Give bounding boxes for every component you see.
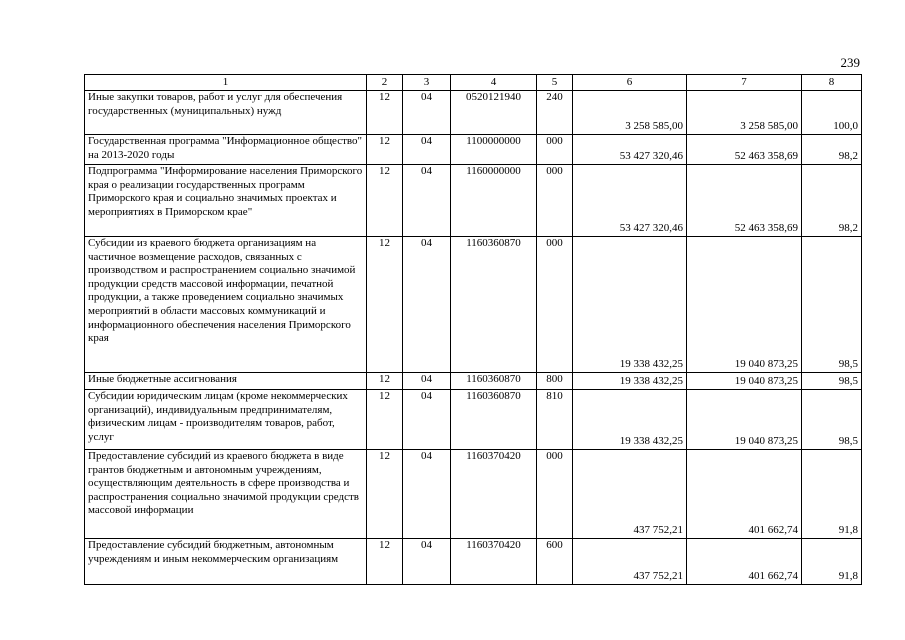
planned-amount: 53 427 320,46 [573, 165, 687, 237]
expense-type-code: 810 [537, 390, 573, 450]
row-name: Субсидии из краевого бюджета организациям на частичное возмещение расходов, связанных с производством и распространением социально значимой продукции средств массовой информации, печатной продукции, а также проведением социально значимых мероприятий в области массовых коммуникаций и информационного обеспечения населения Приморского края [85, 237, 367, 373]
subsection-code: 04 [403, 373, 451, 390]
section-code: 12 [367, 91, 403, 135]
target-article-code: 1160360870 [451, 373, 537, 390]
column-header: 7 [687, 75, 802, 91]
section-code: 12 [367, 135, 403, 165]
expense-type-code: 800 [537, 373, 573, 390]
execution-percent: 91,8 [802, 539, 862, 585]
executed-amount: 19 040 873,25 [687, 373, 802, 390]
expense-type-code: 600 [537, 539, 573, 585]
execution-percent: 98,5 [802, 390, 862, 450]
column-header: 5 [537, 75, 573, 91]
execution-percent: 98,2 [802, 165, 862, 237]
executed-amount: 401 662,74 [687, 450, 802, 539]
target-article-code: 1100000000 [451, 135, 537, 165]
executed-amount: 3 258 585,00 [687, 91, 802, 135]
planned-amount: 19 338 432,25 [573, 237, 687, 373]
table-row [85, 91, 862, 135]
row-name: Государственная программа "Информационное общество" на 2013-2020 годы [85, 135, 367, 165]
row-name: Субсидии юридическим лицам (кроме некоммерческих организаций), индивидуальным предпринимателям, физическим лицам - производителям товаров, работ, услуг [85, 390, 367, 450]
executed-amount: 401 662,74 [687, 539, 802, 585]
planned-amount: 3 258 585,00 [573, 91, 687, 135]
executed-amount: 52 463 358,69 [687, 135, 802, 165]
executed-amount: 52 463 358,69 [687, 165, 802, 237]
execution-percent: 98,5 [802, 373, 862, 390]
table-row [85, 373, 862, 390]
subsection-code: 04 [403, 450, 451, 539]
expense-type-code: 000 [537, 237, 573, 373]
execution-percent: 91,8 [802, 450, 862, 539]
budget-table [84, 74, 862, 585]
table-row [85, 539, 862, 585]
section-code: 12 [367, 450, 403, 539]
column-header: 3 [403, 75, 451, 91]
row-name: Иные бюджетные ассигнования [85, 373, 367, 390]
section-code: 12 [367, 237, 403, 373]
target-article-code: 0520121940 [451, 91, 537, 135]
column-header: 8 [802, 75, 862, 91]
section-code: 12 [367, 373, 403, 390]
subsection-code: 04 [403, 91, 451, 135]
table-row [85, 390, 862, 450]
section-code: 12 [367, 539, 403, 585]
page-number: 239 [840, 55, 860, 70]
row-name: Иные закупки товаров, работ и услуг для обеспечения государственных (муниципальных) нужд [85, 91, 367, 135]
table-row [85, 165, 862, 237]
column-header: 2 [367, 75, 403, 91]
header-row [85, 75, 862, 91]
subsection-code: 04 [403, 135, 451, 165]
row-name: Подпрограмма "Информирование населения Приморского края о реализации государственных программ Приморского края и социально значимых проектах и мероприятиях в Приморском крае" [85, 165, 367, 237]
expense-type-code: 000 [537, 165, 573, 237]
subsection-code: 04 [403, 237, 451, 373]
subsection-code: 04 [403, 539, 451, 585]
executed-amount: 19 040 873,25 [687, 237, 802, 373]
expense-type-code: 240 [537, 91, 573, 135]
expense-type-code: 000 [537, 135, 573, 165]
column-header: 6 [573, 75, 687, 91]
target-article-code: 1160000000 [451, 165, 537, 237]
section-code: 12 [367, 165, 403, 237]
subsection-code: 04 [403, 390, 451, 450]
planned-amount: 437 752,21 [573, 539, 687, 585]
target-article-code: 1160370420 [451, 539, 537, 585]
subsection-code: 04 [403, 165, 451, 237]
row-name: Предоставление субсидий бюджетным, автономным учреждениям и иным некоммерческим организациям [85, 539, 367, 585]
planned-amount: 437 752,21 [573, 450, 687, 539]
planned-amount: 19 338 432,25 [573, 390, 687, 450]
table-row [85, 237, 862, 373]
planned-amount: 53 427 320,46 [573, 135, 687, 165]
column-header: 1 [85, 75, 367, 91]
target-article-code: 1160360870 [451, 237, 537, 373]
execution-percent: 98,2 [802, 135, 862, 165]
table-row [85, 450, 862, 539]
planned-amount: 19 338 432,25 [573, 373, 687, 390]
section-code: 12 [367, 390, 403, 450]
executed-amount: 19 040 873,25 [687, 390, 802, 450]
target-article-code: 1160360870 [451, 390, 537, 450]
target-article-code: 1160370420 [451, 450, 537, 539]
execution-percent: 98,5 [802, 237, 862, 373]
table-row [85, 135, 862, 165]
column-header: 4 [451, 75, 537, 91]
row-name: Предоставление субсидий из краевого бюджета в виде грантов бюджетным и автономным учреждениям, осуществляющим деятельность в сфере производства и распространения социально значимой продукции средств массовой информации [85, 450, 367, 539]
expense-type-code: 000 [537, 450, 573, 539]
execution-percent: 100,0 [802, 91, 862, 135]
